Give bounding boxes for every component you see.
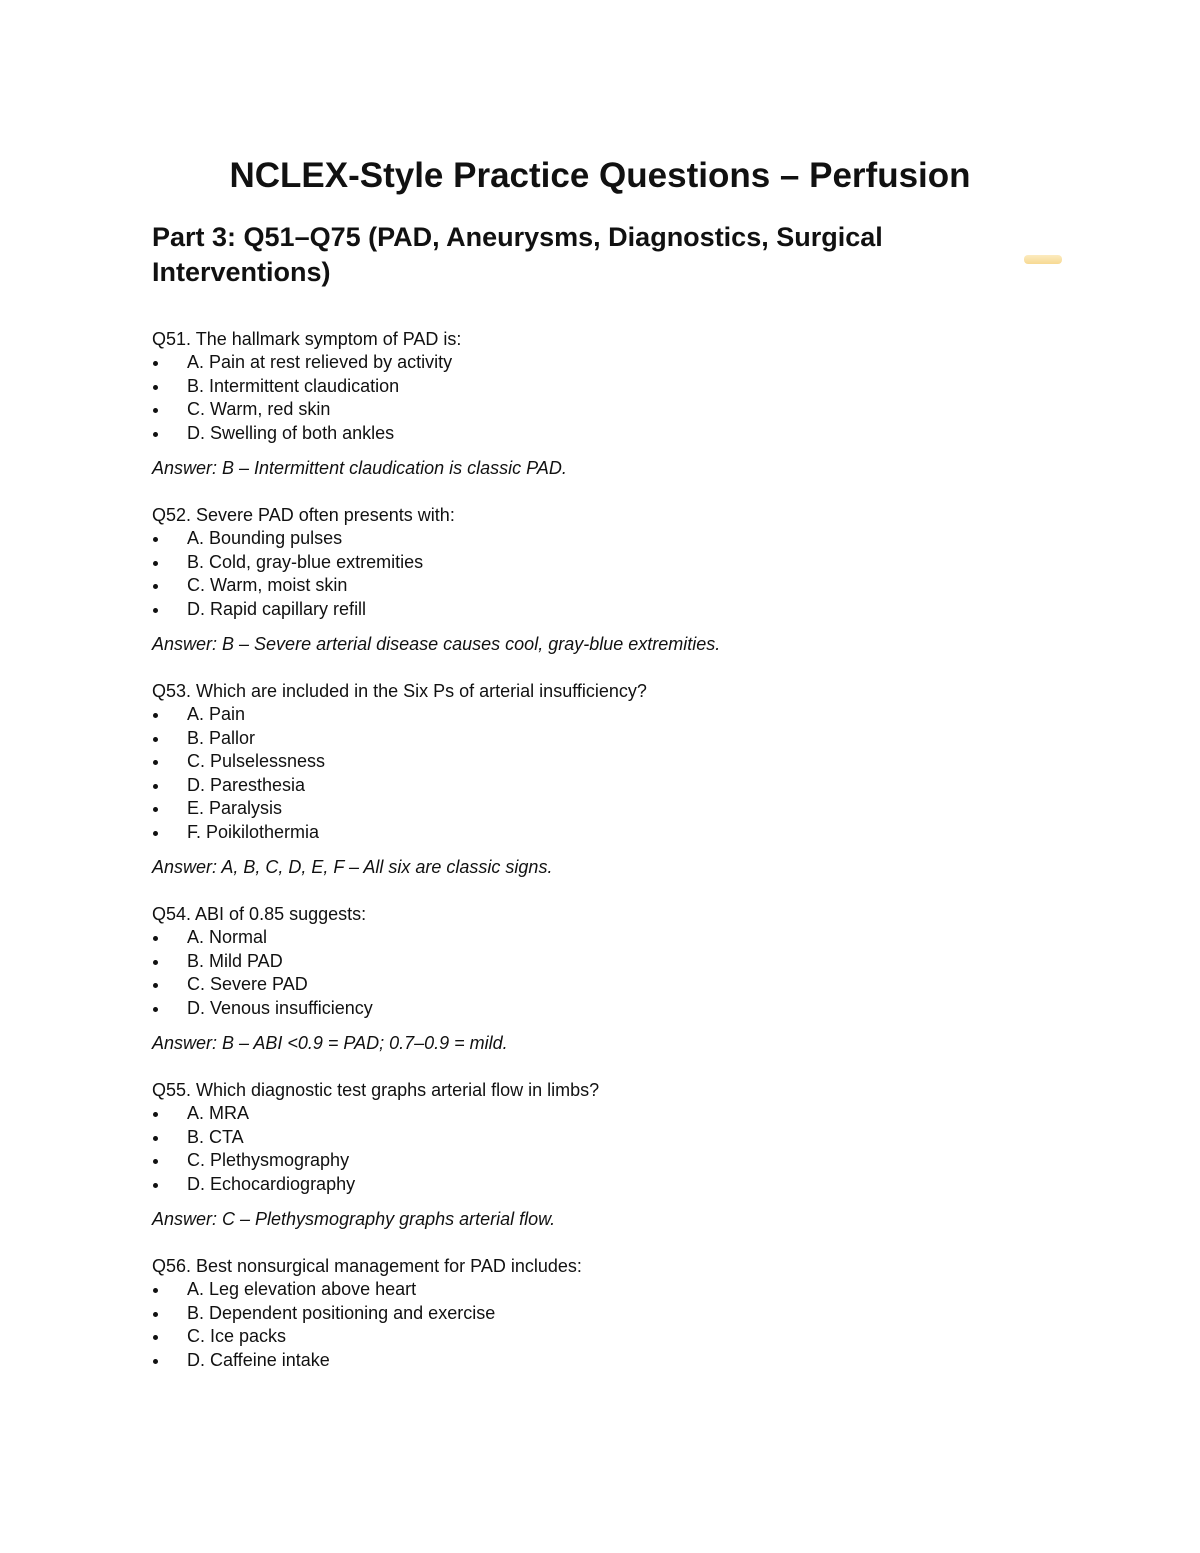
bullet-icon <box>153 561 158 566</box>
option-text: A. Pain at rest relieved by activity <box>187 352 453 372</box>
option-item <box>152 598 1052 622</box>
answer-text: Answer: A, B, C, D, E, F – All six are classic signs. <box>152 857 553 877</box>
bullet-icon <box>153 713 158 718</box>
answer-text: Answer: B – ABI <0.9 = PAD; 0.7–0.9 = mild. <box>152 1033 508 1053</box>
option-text: A. Normal <box>187 927 268 947</box>
question-stem: Q56. Best nonsurgical management for PAD includes: <box>152 1256 582 1276</box>
highlighter-mark <box>1024 255 1062 264</box>
option-text: B. Dependent positioning and exercise <box>187 1302 496 1323</box>
bullet-icon <box>153 537 158 542</box>
option-list <box>152 703 1052 844</box>
option-list <box>152 527 1052 621</box>
question-q53 <box>152 679 1052 879</box>
option-item <box>152 351 1052 375</box>
option-item <box>152 1173 1052 1197</box>
bullet-icon <box>153 784 158 789</box>
bullet-icon <box>153 385 158 390</box>
option-text: B. Pallor <box>187 727 256 748</box>
option-item <box>152 727 1052 751</box>
option-text: B. Intermittent claudication <box>187 375 400 396</box>
option-item <box>152 774 1052 798</box>
option-text: C. Ice packs <box>187 1326 287 1346</box>
option-item <box>152 422 1052 446</box>
question-q55 <box>152 1078 1052 1231</box>
bullet-icon <box>153 1288 158 1293</box>
option-item <box>152 950 1052 974</box>
question-q52 <box>152 503 1052 656</box>
option-list <box>152 926 1052 1020</box>
bullet-icon <box>153 807 158 812</box>
option-item <box>152 527 1052 551</box>
option-text: C. Plethysmography <box>187 1150 350 1170</box>
question-q51 <box>152 327 1052 480</box>
option-item <box>152 1302 1052 1326</box>
option-list <box>152 1278 1052 1372</box>
bullet-icon <box>153 408 158 413</box>
option-item <box>152 551 1052 575</box>
bullet-icon <box>153 1007 158 1012</box>
part-heading-line-2: Interventions) <box>152 257 331 287</box>
option-list <box>152 351 1052 445</box>
option-item <box>152 398 1052 422</box>
questions-list <box>152 327 1052 1395</box>
option-item <box>152 1325 1052 1349</box>
bullet-icon <box>153 760 158 765</box>
option-text: C. Warm, red skin <box>187 399 331 419</box>
option-item <box>152 926 1052 950</box>
option-text: B. CTA <box>187 1126 244 1147</box>
option-item <box>152 1349 1052 1373</box>
option-text: D. Venous insufficiency <box>187 997 373 1018</box>
question-stem: Q55. Which diagnostic test graphs arterial flow in limbs? <box>152 1080 600 1100</box>
option-list <box>152 1102 1052 1196</box>
document-title: NCLEX-Style Practice Questions – Perfusion <box>229 156 971 195</box>
option-text: C. Warm, moist skin <box>187 575 348 595</box>
bullet-icon <box>153 737 158 742</box>
question-q56 <box>152 1254 1052 1372</box>
option-text: A. Pain <box>187 704 246 724</box>
bullet-icon <box>153 1335 158 1340</box>
option-item <box>152 750 1052 774</box>
option-item <box>152 1278 1052 1302</box>
option-item <box>152 703 1052 727</box>
bullet-icon <box>153 1159 158 1164</box>
option-text: B. Cold, gray-blue extremities <box>187 551 424 572</box>
bullet-icon <box>153 1136 158 1141</box>
option-item <box>152 797 1052 821</box>
option-item <box>152 1126 1052 1150</box>
option-text: D. Echocardiography <box>187 1173 356 1194</box>
question-stem: Q53. Which are included in the Six Ps of arterial insufficiency? <box>152 681 647 701</box>
option-text: D. Paresthesia <box>187 774 306 795</box>
bullet-icon <box>153 983 158 988</box>
option-text: D. Rapid capillary refill <box>187 598 367 619</box>
bullet-icon <box>153 1359 158 1364</box>
bullet-icon <box>153 361 158 366</box>
bullet-icon <box>153 432 158 437</box>
option-text: C. Pulselessness <box>187 751 326 771</box>
option-text: B. Mild PAD <box>187 950 283 971</box>
option-text: E. Paralysis <box>187 798 283 818</box>
answer-text: Answer: B – Intermittent claudication is classic PAD. <box>152 458 567 478</box>
bullet-icon <box>153 831 158 836</box>
option-item <box>152 821 1052 845</box>
bullet-icon <box>153 960 158 965</box>
option-text: A. Bounding pulses <box>187 528 343 548</box>
answer-text: Answer: C – Plethysmography graphs arterial flow. <box>152 1209 556 1229</box>
bullet-icon <box>153 584 158 589</box>
bullet-icon <box>153 1312 158 1317</box>
question-q54 <box>152 902 1052 1055</box>
question-stem: Q51. The hallmark symptom of PAD is: <box>152 329 462 349</box>
option-item <box>152 973 1052 997</box>
bullet-icon <box>153 936 158 941</box>
option-item <box>152 1102 1052 1126</box>
option-item <box>152 375 1052 399</box>
question-stem: Q52. Severe PAD often presents with: <box>152 505 455 525</box>
bullet-icon <box>153 608 158 613</box>
bullet-icon <box>153 1112 158 1117</box>
bullet-icon <box>153 1183 158 1188</box>
option-text: F. Poikilothermia <box>187 821 320 842</box>
question-stem: Q54. ABI of 0.85 suggests: <box>152 904 367 924</box>
option-text: C. Severe PAD <box>187 974 308 994</box>
answer-text: Answer: B – Severe arterial disease causes cool, gray-blue extremities. <box>152 634 721 654</box>
option-text: D. Swelling of both ankles <box>187 422 395 443</box>
option-item <box>152 574 1052 598</box>
option-item <box>152 997 1052 1021</box>
option-item <box>152 1149 1052 1173</box>
part-heading <box>152 220 972 290</box>
part-heading-line-1: Part 3: Q51–Q75 (PAD, Aneurysms, Diagnostics, Surgical <box>152 222 883 252</box>
option-text: A. MRA <box>187 1103 250 1123</box>
option-text: A. Leg elevation above heart <box>187 1279 417 1299</box>
option-text: D. Caffeine intake <box>187 1349 330 1370</box>
